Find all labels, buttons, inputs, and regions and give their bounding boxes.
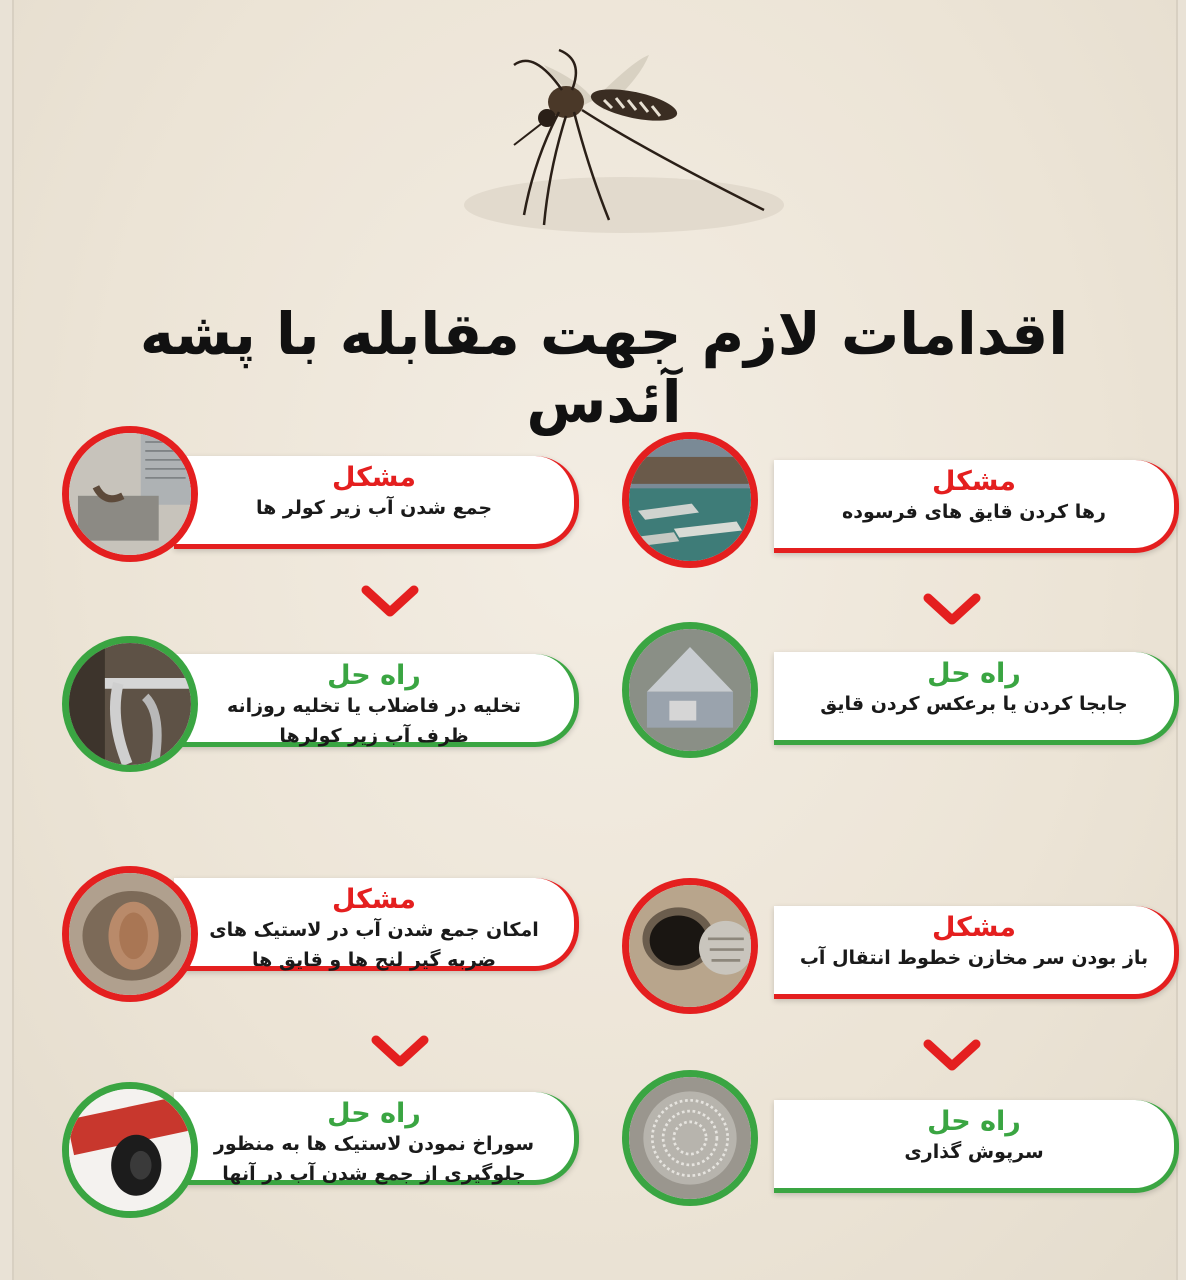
problem-card-boats [774,460,1179,553]
problem-heading: مشکل [932,466,1016,497]
problem-card-tires [174,878,579,971]
problem-card-water-tanks [774,906,1179,999]
page-title: اقدامات لازم جهت مقابله با پشه آئدس [139,300,1069,436]
problem-heading: مشکل [932,912,1016,943]
solution-card-coolers [174,654,579,747]
chevron-down-icon [360,584,420,618]
problem-text: باز بودن سر مخازن خطوط انتقال آب [799,947,1149,969]
solution-card-water-tanks [774,1100,1179,1193]
problem-heading: مشکل [332,884,416,915]
solution-card-tires [174,1092,579,1185]
manhole-cover-photo [622,1070,758,1206]
boats-photo [622,432,758,568]
tire-bumper-photo [62,866,198,1002]
problem-card-coolers [174,456,579,549]
chevron-down-icon [922,1038,982,1072]
drilled-tire-photo [62,1082,198,1218]
solution-text: سرپوش گذاری [904,1141,1044,1163]
problem-heading: مشکل [332,462,416,493]
solution-heading: راه حل [927,1106,1021,1137]
poster [12,0,1178,1280]
open-manhole-photo [622,878,758,1014]
problem-text-line-2: ضربه گیر لنج ها و قایق ها [252,949,496,971]
solution-heading: راه حل [327,1098,421,1129]
problem-text-line-1: امکان جمع شدن آب در لاستیک های [209,919,539,941]
solution-card-boats [774,652,1179,745]
solution-text-line-2: جلوگیری از جمع شدن آب در آنها [222,1163,526,1185]
overturned-boat-photo [622,622,758,758]
solution-text: جابجا کردن یا برعکس کردن قایق [820,693,1128,715]
solution-heading: راه حل [327,660,421,691]
solution-text-line-2: ظرف آب زیر کولرها [279,725,469,747]
solution-text-line-1: تخلیه در فاضلاب یا تخلیه روزانه [226,695,522,717]
chevron-down-icon [370,1034,430,1068]
mosquito-illustration [444,40,784,240]
cooler-photo [62,426,198,562]
chevron-down-icon [922,592,982,626]
solution-heading: راه حل [927,658,1021,689]
problem-text: جمع شدن آب زیر کولر ها [255,497,493,519]
solution-text-line-1: سوراخ نمودن لاستیک ها به منظور [213,1133,535,1155]
cooler-pipes-photo [62,636,198,772]
problem-text: رها کردن قایق های فرسوده [842,501,1106,523]
